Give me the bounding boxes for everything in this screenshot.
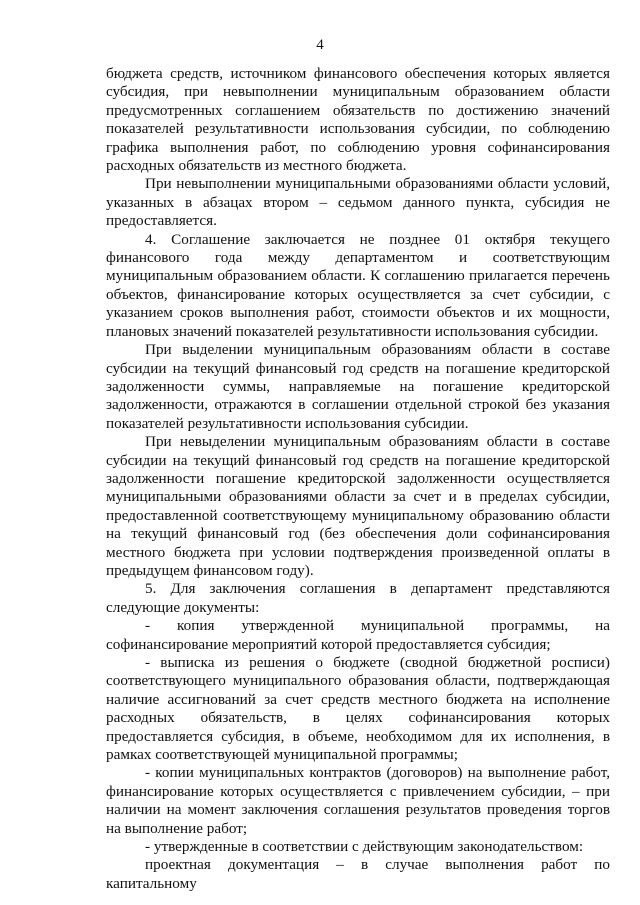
document-body (106, 65, 610, 893)
paragraph: 5. Для заключения соглашения в департамент представляются следующие документы: (106, 580, 610, 616)
list-item: - копии муниципальных контрактов (договоров) на выполнение работ, финансирование которых осуществляется с привлечением субсидии, – при наличии на момент заключения соглашения результатов проведения торгов на выполнение работ; (106, 764, 610, 837)
page-number: 4 (316, 37, 324, 53)
list-item: - выписка из решения о бюджете (сводной бюджетной росписи) соответствующего муниципального образования области, подтверждающая наличие ассигнований за счет средств местного бюджета на исполнение расходных обязательств, в целях софинансирования которых предоставляется субсидия, в объеме, необходимом для их исполнения, в рамках соответствующей муниципальной программы; (106, 654, 610, 764)
paragraph: 4. Соглашение заключается не позднее 01 октября текущего финансового года между департаментом и соответствующим муниципальным образованием области. К соглашению прилагается перечень объектов, финансирование которых осуществляется за счет субсидии, с указанием сроков выполнения работ, стоимости объектов и их мощности, плановых значений показателей результативности использования субсидии. (106, 230, 610, 340)
paragraph: При выделении муниципальным образованиям области в составе субсидии на текущий финансовый год средств на погашение кредиторской задолженности суммы, направляемые на погашение кредиторской задолженности, отражаются в соглашении отдельной строкой без указания показателей результативности использования субсидии. (106, 341, 610, 432)
list-item: - утвержденные в соответствии с действующим законодательством: (145, 838, 584, 856)
list-item: - копия утвержденной муниципальной программы, на софинансирование мероприятий которой предоставляется субсидия; (106, 617, 610, 653)
paragraph: бюджета средств, источником финансового обеспечения которых является субсидия, при невыполнении муниципальным образованием области предусмотренных соглашением обязательств по достижению значений показателей результативности использования субсидии, по соблюдению графика выполнения работ, по соблюдению уровня софинансирования расходных обязательств из местного бюджета. (106, 65, 610, 175)
paragraph: проектная документация – в случае выполнения работ по капитальному (106, 856, 610, 892)
paragraph: При невыполнении муниципальными образованиями области условий, указанных в абзацах втором – седьмом данного пункта, субсидия не предоставляется. (106, 175, 610, 230)
paragraph: При невыделении муниципальным образованиям области в составе субсидии на текущий финансовый год средств на погашение кредиторской задолженности погашение кредиторской задолженности осуществляется муниципальными образованиями области за счет и в пределах субсидии, предоставленной соответствующему муниципальному образованию области на текущий финансовый год (без обеспечения доли софинансирования местного бюджета при условии подтверждения произведенной оплаты в предыдущем финансовом году). (106, 433, 610, 579)
